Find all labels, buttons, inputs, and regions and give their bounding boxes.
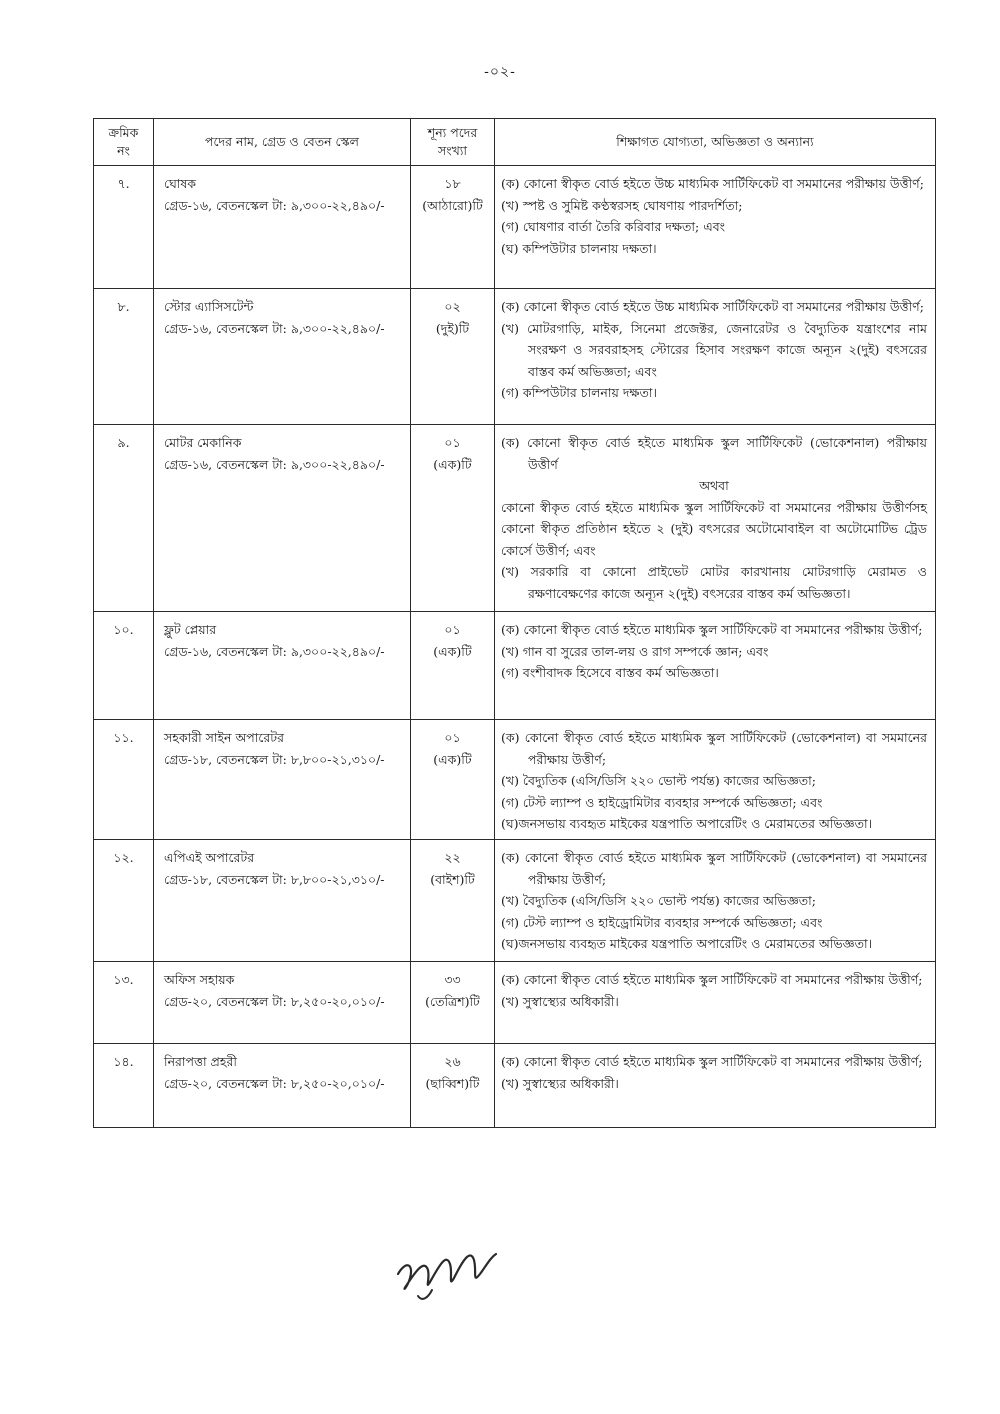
post-cell <box>154 1044 411 1128</box>
qualification-item: (ক) কোনো স্বীকৃত বোর্ড হইতে মাধ্যমিক স্কুল সার্টিফিকেট (ভোকেশনাল) বা সমমানের পরীক্ষায় উত্তীর্ণ; <box>501 730 927 767</box>
qualification-or: অথবা <box>699 478 729 493</box>
qualification-item: (খ) সুস্বাস্থ্যের অধিকারী। <box>501 993 619 1009</box>
qualification-item: (ক) কোনো স্বীকৃত বোর্ড হইতে উচ্চ মাধ্যমিক সার্টিফিকেট বা সমমানের পরীক্ষায় উত্তীর্ণ; <box>501 299 924 314</box>
qualification-item: (খ) সুস্বাস্থ্যের অধিকারী। <box>501 1075 619 1091</box>
qualification-cell <box>495 840 936 962</box>
header-vacancy <box>411 119 495 166</box>
qualification-item: (গ) বংশীবাদক হিসেবে বাস্তব কর্ম অভিজ্ঞতা। <box>501 665 719 680</box>
vacancy-cell <box>411 425 495 612</box>
qualification-item: কোনো স্বীকৃত বোর্ড হইতে মাধ্যমিক স্কুল সার্টিফিকেট বা সমমানের পরীক্ষায় উত্তীর্ণসহ কোনো স্বীকৃত প্রতিষ্ঠান হইতে ২ (দুই) বৎসরের অটোমোবাইল বা অটোমোটিভ ট্রেড কোর্সে উত্তীর্ণ; এবং <box>501 499 927 558</box>
post-name: মোটর মেকানিক <box>164 435 242 450</box>
post-grade-scale: গ্রেড-১৬, বেতনস্কেল টা: ৯,৩০০-২২,৪৯০/- <box>164 643 385 659</box>
qualification-item: (ক) কোনো স্বীকৃত বোর্ড হইতে মাধ্যমিক স্কুল সার্টিফিকেট বা সমমানের পরীক্ষায় উত্তীর্ণ; <box>501 1054 923 1069</box>
qualification-item: (ঘ)জনসভায় ব্যবহৃত মাইকের যন্ত্রপাতি অপারেটিং ও মেরামতের অভিজ্ঞতা। <box>501 816 873 831</box>
post-cell <box>154 962 411 1044</box>
qualification-cell <box>495 962 936 1044</box>
qualification-item: (গ) ঘোষণার বার্তা তৈরি করিবার দক্ষতা; এবং <box>501 219 726 234</box>
post-cell <box>154 612 411 720</box>
posts-table <box>93 118 936 1128</box>
serial-cell <box>94 166 154 289</box>
table-row <box>94 840 936 962</box>
table-header-row <box>94 119 936 166</box>
table-body <box>94 166 936 1128</box>
post-name: স্টোর এ্যাসিসটেন্ট <box>164 299 254 314</box>
post-grade-scale: গ্রেড-১৬, বেতনস্কেল টা: ৯,৩০০-২২,৪৯০/- <box>164 320 385 336</box>
qualification-cell <box>495 289 936 425</box>
qualification-item: (খ) সরকারি বা কোনো প্রাইভেট মোটর কারখানায় মোটরগাড়ি মেরামত ও রক্ষণাবেক্ষণের কাজে অন্যূন ২(দুই) বৎসরের বাস্তব কর্ম অভিজ্ঞতা। <box>501 564 927 601</box>
vacancy-words: (এক)টি <box>433 643 472 659</box>
post-grade-scale: গ্রেড-১৬, বেতনস্কেল টা: ৯,৩০০-২২,৪৯০/- <box>164 197 385 213</box>
header-post: পদের নাম, গ্রেড ও বেতন স্কেল <box>154 119 411 166</box>
qualification-cell <box>495 1044 936 1128</box>
table-row <box>94 612 936 720</box>
header-serial-line2: নং <box>117 143 130 158</box>
vacancy-cell <box>411 166 495 289</box>
post-cell <box>154 840 411 962</box>
vacancy-words: (দুই)টি <box>435 320 470 336</box>
serial-number: ৯. <box>117 435 130 450</box>
post-grade-scale: গ্রেড-১৮, বেতনস্কেল টা: ৮,৮০০-২১,৩১০/- <box>164 871 385 887</box>
qualification-item: (গ) টেস্ট ল্যাম্প ও হাইড্রোমিটার ব্যবহার সম্পর্কে অভিজ্ঞতা; এবং <box>501 914 823 930</box>
post-name: ফ্লুট প্লেয়ার <box>164 622 217 637</box>
post-cell <box>154 289 411 425</box>
post-grade-scale: গ্রেড-১৬, বেতনস্কেল টা: ৯,৩০০-২২,৪৯০/- <box>164 456 385 472</box>
post-name: ঘোষক <box>164 176 197 191</box>
serial-cell <box>94 840 154 962</box>
qualification-cell <box>495 720 936 840</box>
header-serial-line1: ক্রমিক <box>108 124 139 140</box>
vacancy-cell <box>411 1044 495 1128</box>
serial-cell <box>94 1044 154 1128</box>
qualification-cell <box>495 166 936 289</box>
serial-number: ১০. <box>113 622 134 637</box>
post-cell <box>154 425 411 612</box>
vacancy-number: ০২ <box>444 299 461 314</box>
vacancy-cell <box>411 289 495 425</box>
qualification-item: (গ) কম্পিউটার চালনায় দক্ষতা। <box>501 385 658 400</box>
post-name: অফিস সহায়ক <box>164 972 235 987</box>
vacancy-number: ০১ <box>444 622 461 637</box>
post-grade-scale: গ্রেড-১৮, বেতনস্কেল টা: ৮,৮০০-২১,৩১০/- <box>164 751 385 767</box>
vacancy-cell <box>411 612 495 720</box>
page-number: -০২- <box>484 64 516 80</box>
vacancy-number: ২৬ <box>444 1054 461 1069</box>
vacancy-words: (আঠারো)টি <box>422 197 483 213</box>
serial-number: ১৩. <box>113 972 134 987</box>
table-row <box>94 962 936 1044</box>
header-serial <box>94 119 154 166</box>
qualification-item: (খ) গান বা সুরের তাল-লয় ও রাগ সম্পর্কে জ্ঞান; এবং <box>501 643 769 659</box>
signature <box>392 1230 502 1310</box>
serial-cell <box>94 962 154 1044</box>
qualification-item: (ক) কোনো স্বীকৃত বোর্ড হইতে মাধ্যমিক স্কুল সার্টিফিকেট (ভোকেশনাল) পরীক্ষায় উত্তীর্ণ <box>501 435 927 472</box>
serial-cell <box>94 612 154 720</box>
header-vacancy-line1: শূন্য পদের <box>427 124 478 140</box>
qualification-item: (খ) মোটরগাড়ি, মাইক, সিনেমা প্রজেক্টর, জেনারেটর ও বৈদ্যুতিক যন্ত্রাংশের নাম সংরক্ষণ ও সরবরাহসহ স্টোরের হিসাব সংরক্ষণ কাজে অন্যূন ২(দুই) বৎসরের বাস্তব কর্ম অভিজ্ঞতা; এবং <box>501 320 927 379</box>
serial-cell <box>94 289 154 425</box>
post-grade-scale: গ্রেড-২০, বেতনস্কেল টা: ৮,২৫০-২০,০১০/- <box>164 1075 385 1091</box>
serial-number: ১২. <box>113 850 134 865</box>
post-name: সহকারী সাইন অপারেটর <box>164 730 284 745</box>
vacancy-words: (এক)টি <box>433 751 472 767</box>
vacancy-cell <box>411 720 495 840</box>
post-cell <box>154 720 411 840</box>
post-grade-scale: গ্রেড-২০, বেতনস্কেল টা: ৮,২৫০-২০,০১০/- <box>164 993 385 1009</box>
vacancy-words: (এক)টি <box>433 456 472 472</box>
qualification-item: (ঘ)জনসভায় ব্যবহৃত মাইকের যন্ত্রপাতি অপারেটিং ও মেরামতের অভিজ্ঞতা। <box>501 936 873 951</box>
header-qualification: শিক্ষাগত যোগ্যতা, অভিজ্ঞতা ও অন্যান্য <box>495 119 936 166</box>
qualification-item: (খ) বৈদ্যুতিক (এসি/ডিসি ২২০ ভোল্ট পর্যন্ত) কাজের অভিজ্ঞতা; <box>501 773 817 788</box>
post-name: নিরাপত্তা প্রহরী <box>164 1054 237 1069</box>
vacancy-number: ২২ <box>444 850 461 865</box>
table-row <box>94 720 936 840</box>
qualification-item: (খ) স্পষ্ট ও সুমিষ্ট কণ্ঠস্বরসহ ঘোষণায় পারদর্শিতা; <box>501 197 743 213</box>
vacancy-number: ০১ <box>444 435 461 450</box>
table-row <box>94 425 936 612</box>
vacancy-cell <box>411 840 495 962</box>
vacancy-number: ০১ <box>444 730 461 745</box>
qualification-cell <box>495 425 936 612</box>
qualification-item: (ক) কোনো স্বীকৃত বোর্ড হইতে মাধ্যমিক স্কুল সার্টিফিকেট (ভোকেশনাল) বা সমমানের পরীক্ষায় উত্তীর্ণ; <box>501 850 927 887</box>
table-row <box>94 289 936 425</box>
qualification-item: (ক) কোনো স্বীকৃত বোর্ড হইতে মাধ্যমিক স্কুল সার্টিফিকেট বা সমমানের পরীক্ষায় উত্তীর্ণ; <box>501 972 923 987</box>
qualification-item: (ক) কোনো স্বীকৃত বোর্ড হইতে মাধ্যমিক স্কুল সার্টিফিকেট বা সমমানের পরীক্ষায় উত্তীর্ণ; <box>501 622 923 637</box>
serial-number: ৭. <box>117 176 130 191</box>
post-name: এপিএই অপারেটর <box>164 850 255 865</box>
vacancy-number: ১৮ <box>444 176 461 191</box>
qualification-item: (ঘ) কম্পিউটার চালনায় দক্ষতা। <box>501 240 657 256</box>
post-cell <box>154 166 411 289</box>
vacancy-number: ৩৩ <box>444 972 461 987</box>
header-vacancy-line2: সংখ্যা <box>437 143 468 158</box>
vacancy-cell <box>411 962 495 1044</box>
vacancy-words: (তেত্রিশ)টি <box>425 993 480 1009</box>
vacancy-words: (ছাব্বিশ)টি <box>425 1075 480 1091</box>
qualification-item: (গ) টেস্ট ল্যাম্প ও হাইড্রোমিটার ব্যবহার সম্পর্কে অভিজ্ঞতা; এবং <box>501 794 823 810</box>
serial-cell <box>94 720 154 840</box>
serial-number: ৮. <box>117 299 130 314</box>
serial-number: ১১. <box>113 730 134 745</box>
qualification-item: (খ) বৈদ্যুতিক (এসি/ডিসি ২২০ ভোল্ট পর্যন্ত) কাজের অভিজ্ঞতা; <box>501 893 817 908</box>
qualification-cell <box>495 612 936 720</box>
serial-number: ১৪. <box>113 1054 134 1069</box>
table-row <box>94 166 936 289</box>
qualification-item: (ক) কোনো স্বীকৃত বোর্ড হইতে উচ্চ মাধ্যমিক সার্টিফিকেট বা সমমানের পরীক্ষায় উত্তীর্ণ; <box>501 176 924 191</box>
table-row <box>94 1044 936 1128</box>
vacancy-words: (বাইশ)টি <box>430 871 475 887</box>
serial-cell <box>94 425 154 612</box>
